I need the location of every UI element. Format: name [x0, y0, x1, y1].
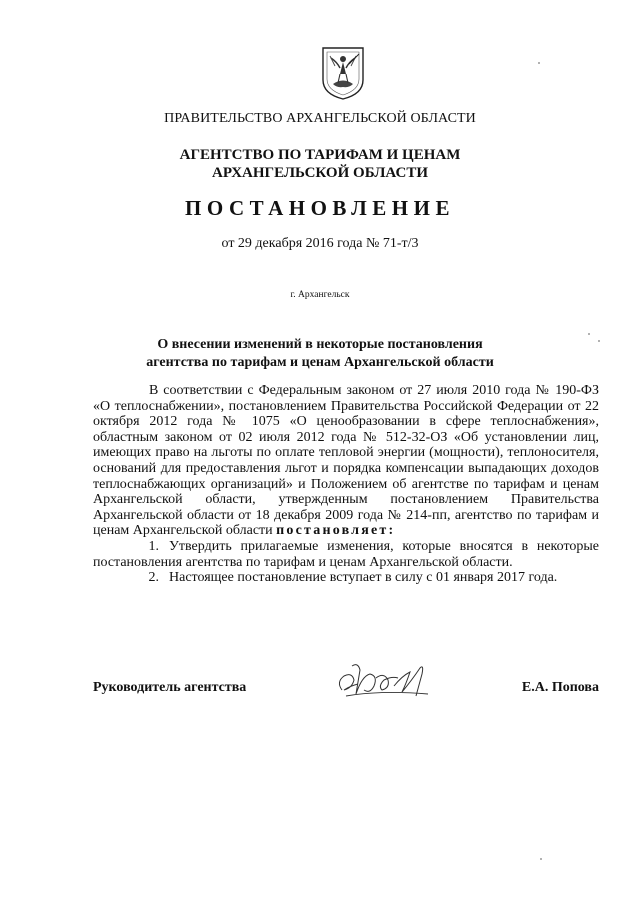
resolves-word: постановляет:: [276, 523, 396, 539]
city: г. Архангельск: [290, 290, 350, 300]
subject-line2: агентства по тарифам и ценам Архангельской области: [146, 355, 494, 370]
document-date-number: от 29 декабря 2016 года № 71-т/3: [221, 236, 419, 251]
signatory-position: Руководитель агентства: [93, 680, 247, 695]
item-text: Утвердить прилагаемые изменения, которые вносятся в некоторые постановления агентства по тарифам и ценам Архангельской области.: [93, 538, 599, 570]
preamble-text: В соответствии с Федеральным законом от 27 июля 2010 года № 190-ФЗ «О теплоснабжении», постановлением Правительства Российской Федерации от 22 октября 2012 года № 1075 «О ценообразовании в сфере теплоснабжения», областным законом от 02 июля 2012 года № 512-32-ОЗ «Об установлении лиц, имеющих право на льготы по оплате тепловой энергии (мощности), теплоносителя, оснований для предоставления льгот и порядка компенсации выпадающих доходов теплоснабжающих организаций» и Положением об агентстве по тарифам и ценам Архангельской области, утвержденным постановлением Правительства Архангельской области от 18 декабря 2009 года № 214-пп, агентство по тарифам и ценам Архангельской области: [93, 383, 599, 539]
item-text: Настоящее постановление вступает в силу с 01 января 2017 года.: [169, 570, 558, 586]
scan-speck: [588, 333, 590, 335]
document-body: [93, 383, 599, 586]
preamble-paragraph: [93, 383, 599, 539]
signatory-name: Е.А. Попова: [521, 680, 599, 695]
item-number: 1.: [148, 538, 159, 554]
item-number: 2.: [148, 570, 159, 586]
scan-speck: [540, 858, 542, 860]
subject-line1: О внесении изменений в некоторые постановления: [157, 337, 483, 352]
government-name: ПРАВИТЕЛЬСТВО АРХАНГЕЛЬСКОЙ ОБЛАСТИ: [164, 111, 476, 126]
agency-name-line1: АГЕНТСТВО ПО ТАРИФАМ И ЦЕНАМ: [179, 147, 461, 163]
agency-name-line2: АРХАНГЕЛЬСКОЙ ОБЛАСТИ: [212, 165, 428, 181]
scan-speck: [598, 340, 600, 342]
resolution-item-1: [93, 539, 599, 570]
resolution-item-2: [93, 570, 599, 586]
signature-block: [93, 680, 599, 700]
scan-speck: [538, 62, 540, 64]
document-subject: [0, 336, 640, 372]
document-type: ПОСТАНОВЛЕНИЕ: [185, 196, 455, 220]
coat-of-arms-icon: [319, 44, 367, 101]
agency-name: [0, 146, 640, 182]
